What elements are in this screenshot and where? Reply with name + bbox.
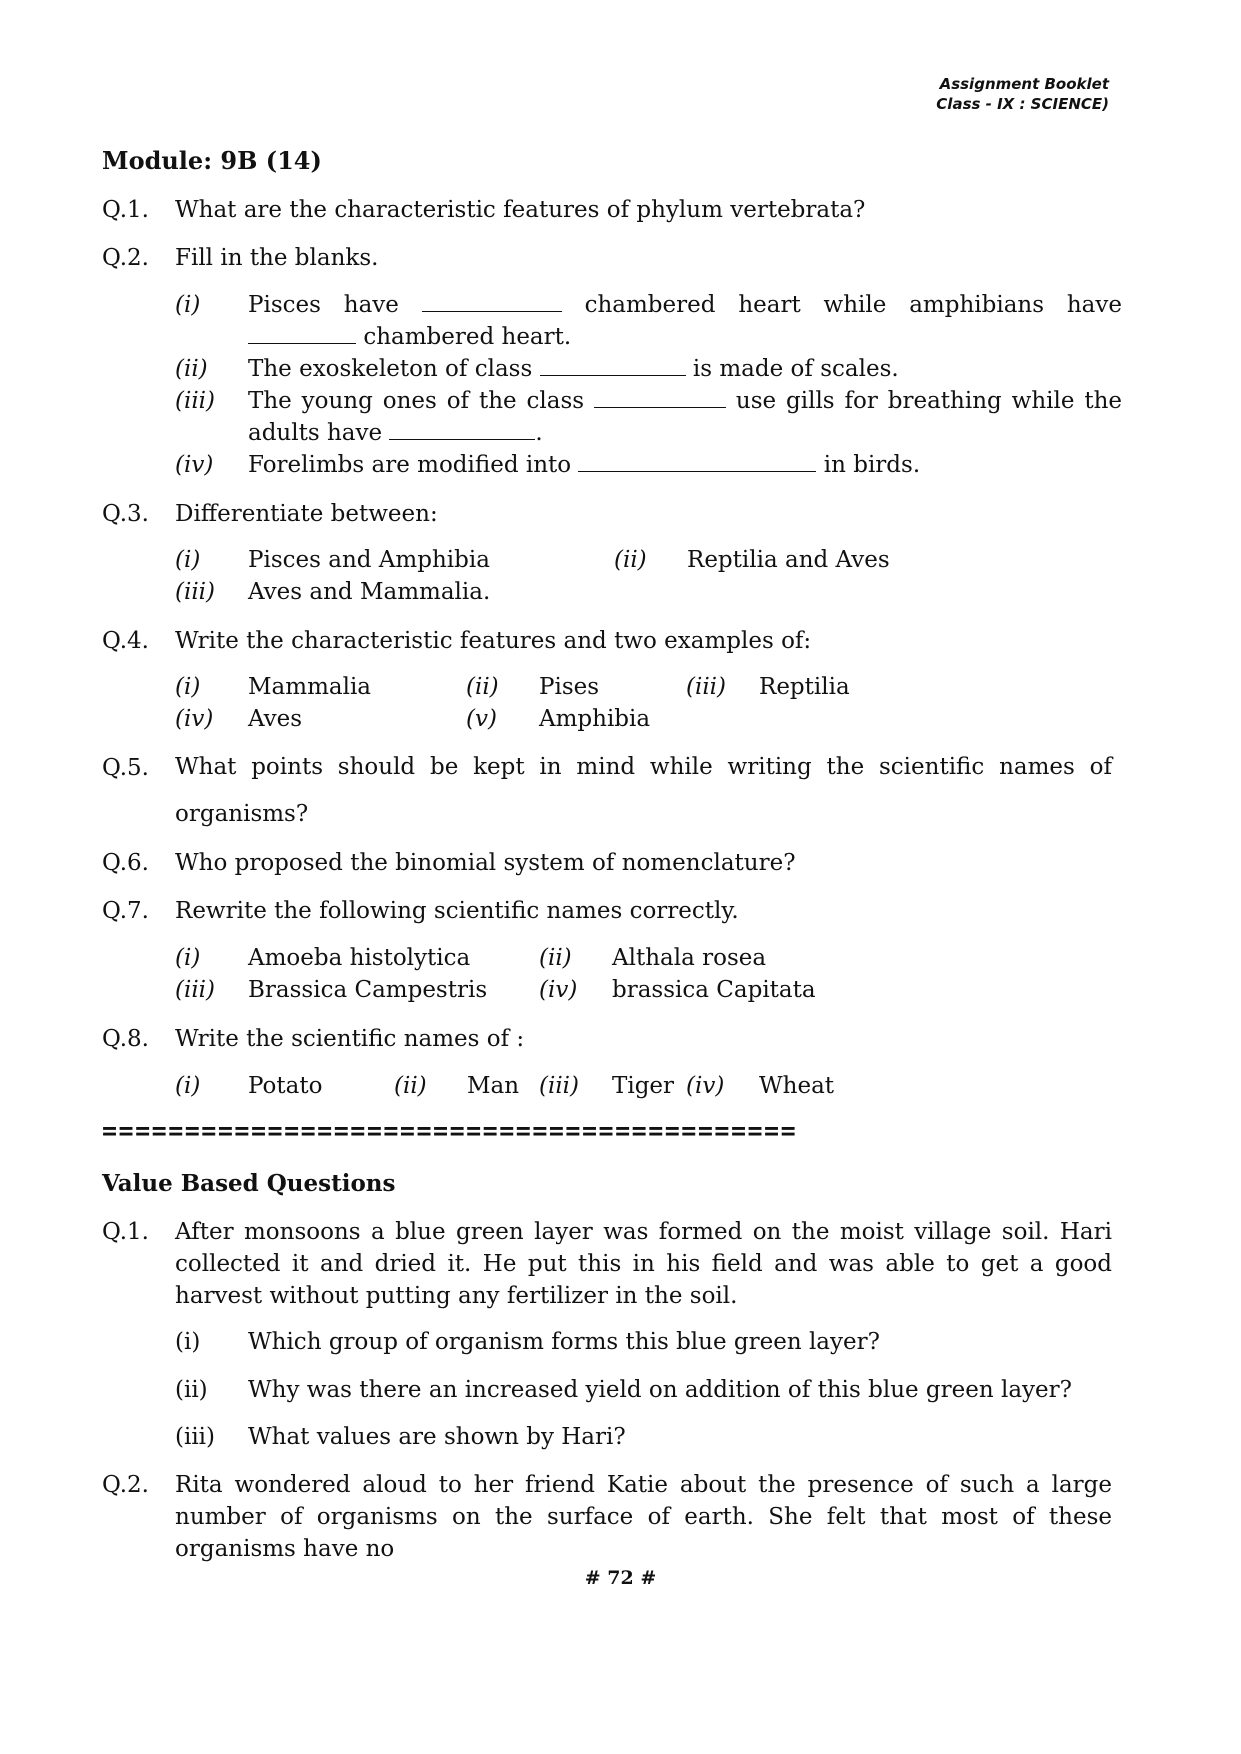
item-numeral: (i) (175, 945, 201, 971)
header-booklet-title: Assignment Booklet (939, 75, 1109, 93)
blank-text: chambered heart while amphibians have (584, 292, 1122, 318)
item-numeral: (i) (175, 1329, 201, 1355)
question-number: Q.8. (102, 1026, 149, 1052)
answer-blank (540, 353, 686, 376)
blank-text: The young ones of the class (248, 388, 585, 414)
question-text: After monsoons a blue green layer was formed on the moist village soil. Hari collected it and dried it. He put this in his field and was able to get a good harvest without putting any fertilizer in the soil. (175, 1219, 1112, 1309)
header-class-subject: Class - IX : SCIENCE) (936, 95, 1109, 113)
answer-blank (594, 385, 726, 408)
question-text: What are the characteristic features of phylum vertebrata? (175, 197, 866, 223)
item-numeral: (i) (175, 292, 201, 318)
question-text: Differentiate between: (175, 501, 438, 527)
option-text: Potato (248, 1073, 323, 1099)
fill-blank-item (175, 385, 1122, 449)
question-number: Q.1. (102, 197, 149, 223)
question-number: Q.6. (102, 850, 149, 876)
option-item (539, 974, 816, 1006)
option-text: Amoeba histolytica (248, 945, 471, 971)
item-numeral: (i) (175, 1073, 201, 1099)
question-number: Q.7. (102, 898, 149, 924)
blank-text: Pisces have (248, 292, 399, 318)
option-text: Aves and Mammalia. (248, 579, 491, 605)
option-text: Aves (248, 706, 303, 732)
item-numeral: (iv) (175, 452, 214, 478)
question-text: Rita wondered aloud to her friend Katie about the presence of such a large number of organisms on the surface of earth. She felt that most of these organisms have no (175, 1472, 1112, 1562)
question-text: Write the characteristic features and two examples of: (175, 628, 812, 654)
question-5 (102, 752, 1112, 838)
question-text: Who proposed the binomial system of nomenclature? (175, 850, 796, 876)
option-item (394, 1070, 519, 1102)
item-numeral: (iv) (175, 706, 214, 732)
option-text: Althala rosea (612, 945, 767, 971)
item-numeral: (iv) (686, 1073, 725, 1099)
question-2 (102, 242, 1112, 274)
sub-question (175, 1374, 1122, 1406)
question-text: Write the scientific names of : (175, 1026, 525, 1052)
section-title: Value Based Questions (102, 1170, 396, 1197)
item-numeral: (iii) (175, 579, 216, 605)
question-number: Q.2. (102, 245, 149, 271)
fill-blank-item (175, 449, 1122, 481)
question-8 (102, 1023, 1112, 1055)
blank-text: Forelimbs are modified into (248, 452, 572, 478)
question-number: Q.1. (102, 1219, 149, 1245)
option-item (686, 671, 850, 703)
module-title: Module: 9B (14) (102, 146, 322, 175)
sub-question (175, 1326, 1122, 1358)
fill-blank-item (175, 289, 1122, 353)
option-text: Reptilia and Aves (687, 547, 890, 573)
option-text: brassica Capitata (612, 977, 816, 1003)
option-item (175, 671, 371, 703)
item-numeral: (iii) (175, 1424, 216, 1450)
question-6 (102, 847, 1112, 879)
question-number: Q.2. (102, 1472, 149, 1498)
item-numeral: (i) (175, 547, 201, 573)
item-numeral: (ii) (175, 1377, 208, 1403)
option-text: Mammalia (248, 674, 372, 700)
sub-question-text: What values are shown by Hari? (248, 1424, 626, 1450)
option-item (175, 974, 487, 1006)
question-7 (102, 895, 1112, 927)
item-numeral: (iii) (686, 674, 727, 700)
option-text: Reptilia (759, 674, 850, 700)
answer-blank (389, 417, 535, 440)
option-item (175, 544, 490, 576)
blank-text: use gills for breathing while the adults have (248, 388, 1123, 446)
option-text: Man (467, 1073, 520, 1099)
item-numeral: (iv) (539, 977, 578, 1003)
value-question-1 (102, 1216, 1112, 1312)
item-numeral: (iii) (175, 977, 216, 1003)
blank-text: in birds. (823, 452, 921, 478)
sub-question-text: Which group of organism forms this blue green layer? (248, 1329, 880, 1355)
question-text: What points should be kept in mind while writing the scientific names of organisms? (175, 754, 1112, 827)
question-1 (102, 194, 1112, 226)
option-item (466, 671, 599, 703)
item-numeral: (ii) (175, 356, 208, 382)
fill-blank-item (175, 353, 1122, 385)
item-numeral: (ii) (466, 674, 499, 700)
question-4 (102, 625, 1112, 657)
item-numeral: (iii) (539, 1073, 580, 1099)
question-text: Fill in the blanks. (175, 245, 379, 271)
option-item (466, 703, 650, 735)
item-numeral: (ii) (539, 945, 572, 971)
question-text: Rewrite the following scientific names correctly. (175, 898, 739, 924)
option-item (175, 1070, 322, 1102)
item-numeral: (ii) (394, 1073, 427, 1099)
item-numeral: (v) (466, 706, 497, 732)
option-item (175, 703, 302, 735)
blank-text: chambered heart. (363, 324, 572, 350)
sub-question (175, 1421, 1122, 1453)
section-separator: ========================================== (102, 1116, 798, 1145)
option-item (614, 544, 890, 576)
page-number: # 72 # (584, 1567, 657, 1589)
option-item (686, 1070, 834, 1102)
question-number: Q.4. (102, 628, 149, 654)
answer-blank (248, 321, 356, 344)
option-text: Pisces and Amphibia (248, 547, 490, 573)
page-header (936, 74, 1109, 114)
question-number: Q.5. (102, 755, 149, 781)
option-text: Pises (539, 674, 600, 700)
option-item (539, 1070, 674, 1102)
blank-text: The exoskeleton of class (248, 356, 533, 382)
blank-text: is made of scales. (692, 356, 899, 382)
question-3 (102, 498, 1112, 530)
sub-question-text: Why was there an increased yield on addition of this blue green layer? (248, 1377, 1072, 1403)
item-numeral: (i) (175, 674, 201, 700)
value-question-2 (102, 1469, 1112, 1565)
option-text: Tiger (612, 1073, 675, 1099)
option-item (175, 576, 490, 608)
blank-text: . (535, 420, 543, 446)
question-number: Q.3. (102, 501, 149, 527)
option-item (539, 942, 766, 974)
option-text: Amphibia (539, 706, 651, 732)
answer-blank (578, 449, 816, 472)
item-numeral: (iii) (175, 388, 216, 414)
item-numeral: (ii) (614, 547, 647, 573)
answer-blank (422, 289, 562, 312)
option-item (175, 942, 470, 974)
option-text: Brassica Campestris (248, 977, 488, 1003)
option-text: Wheat (759, 1073, 835, 1099)
